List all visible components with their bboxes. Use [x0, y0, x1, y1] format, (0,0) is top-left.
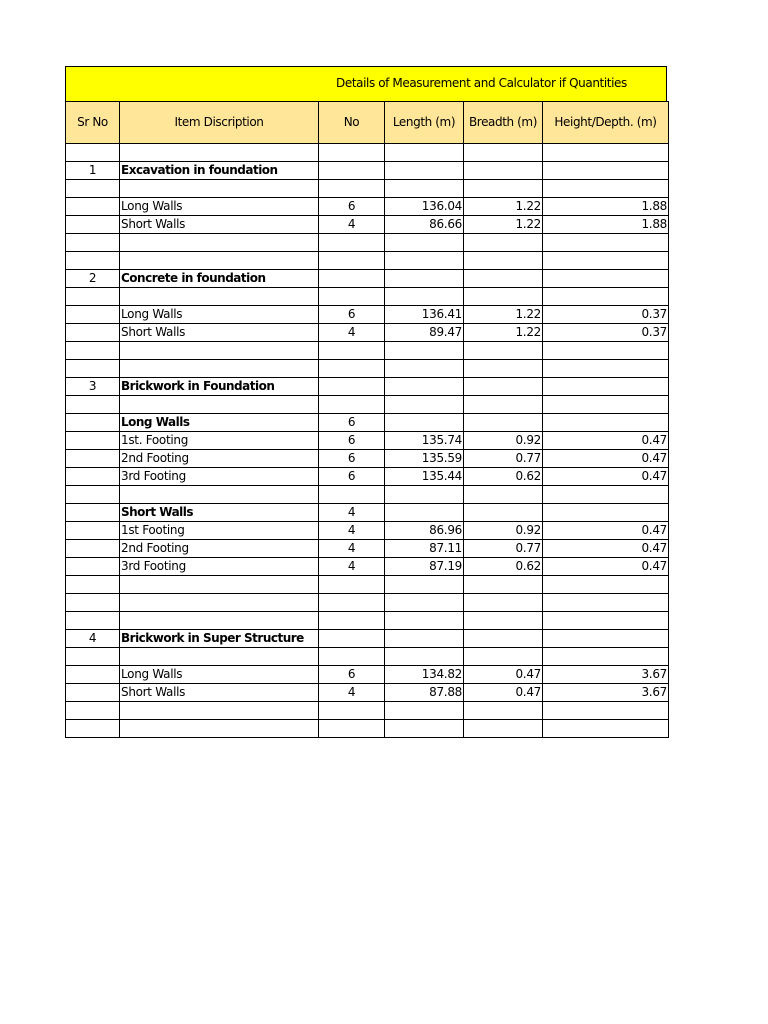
- item-description-cell[interactable]: [120, 594, 319, 612]
- item-description-cell[interactable]: [120, 252, 319, 270]
- no-cell[interactable]: [319, 378, 385, 396]
- table-row: [66, 612, 669, 630]
- table-row: [66, 396, 669, 414]
- table-row: [66, 684, 669, 702]
- breadth-cell[interactable]: [464, 234, 543, 252]
- length-cell[interactable]: 87.88: [385, 684, 464, 702]
- length-cell[interactable]: [385, 630, 464, 648]
- table-row: [66, 558, 669, 576]
- breadth-cell[interactable]: 0.47: [464, 684, 543, 702]
- breadth-cell[interactable]: [464, 576, 543, 594]
- breadth-cell[interactable]: [464, 414, 543, 432]
- header-item-description[interactable]: Item Discription: [120, 102, 319, 144]
- length-cell[interactable]: [385, 612, 464, 630]
- item-description-cell[interactable]: Long Walls: [120, 666, 319, 684]
- no-cell[interactable]: [319, 270, 385, 288]
- length-cell[interactable]: [385, 396, 464, 414]
- sr-no-cell[interactable]: [66, 198, 120, 216]
- table-row: [66, 576, 669, 594]
- item-description-cell[interactable]: Brickwork in Super Structure: [120, 630, 319, 648]
- item-description-cell[interactable]: [120, 234, 319, 252]
- no-cell[interactable]: [319, 720, 385, 738]
- table-row: [66, 432, 669, 450]
- item-description-cell[interactable]: [120, 180, 319, 198]
- no-cell[interactable]: [319, 234, 385, 252]
- length-cell[interactable]: 136.04: [385, 198, 464, 216]
- height-depth-cell[interactable]: [543, 504, 669, 522]
- height-depth-cell[interactable]: [543, 144, 669, 162]
- item-description-cell[interactable]: [120, 342, 319, 360]
- sr-no-cell[interactable]: [66, 144, 120, 162]
- no-cell[interactable]: [319, 162, 385, 180]
- no-cell[interactable]: [319, 396, 385, 414]
- table-row: [66, 342, 669, 360]
- length-cell[interactable]: [385, 360, 464, 378]
- sr-no-cell[interactable]: [66, 450, 120, 468]
- length-cell[interactable]: [385, 576, 464, 594]
- sr-no-cell[interactable]: [66, 324, 120, 342]
- height-depth-cell[interactable]: [543, 378, 669, 396]
- height-depth-cell[interactable]: [543, 576, 669, 594]
- item-description-cell[interactable]: Short Walls: [120, 504, 319, 522]
- height-depth-cell[interactable]: [543, 342, 669, 360]
- table-row: [66, 252, 669, 270]
- no-cell[interactable]: [319, 342, 385, 360]
- no-cell[interactable]: 6: [319, 450, 385, 468]
- breadth-cell[interactable]: [464, 504, 543, 522]
- length-cell[interactable]: [385, 234, 464, 252]
- length-cell[interactable]: [385, 648, 464, 666]
- table-row: [66, 522, 669, 540]
- no-cell[interactable]: [319, 144, 385, 162]
- sr-no-cell[interactable]: 2: [66, 270, 120, 288]
- measurement-table: [65, 101, 669, 738]
- length-cell[interactable]: 135.59: [385, 450, 464, 468]
- item-description-cell[interactable]: Concrete in foundation: [120, 270, 319, 288]
- height-depth-cell[interactable]: [543, 720, 669, 738]
- breadth-cell[interactable]: [464, 720, 543, 738]
- table-row: [66, 666, 669, 684]
- title-bar: [65, 66, 667, 101]
- height-depth-cell[interactable]: [543, 162, 669, 180]
- no-cell[interactable]: 6: [319, 432, 385, 450]
- item-description-cell[interactable]: [120, 702, 319, 720]
- table-row: [66, 270, 669, 288]
- sr-no-cell[interactable]: [66, 612, 120, 630]
- breadth-cell[interactable]: 0.62: [464, 558, 543, 576]
- breadth-cell[interactable]: 0.92: [464, 522, 543, 540]
- item-description-cell[interactable]: Long Walls: [120, 198, 319, 216]
- header-sr-no[interactable]: Sr No: [66, 102, 120, 144]
- breadth-cell[interactable]: [464, 360, 543, 378]
- breadth-cell[interactable]: [464, 252, 543, 270]
- item-description-cell[interactable]: Brickwork in Foundation: [120, 378, 319, 396]
- breadth-cell[interactable]: 1.22: [464, 198, 543, 216]
- table-row: [66, 594, 669, 612]
- header-breadth[interactable]: Breadth (m): [464, 102, 543, 144]
- item-description-cell[interactable]: Excavation in foundation: [120, 162, 319, 180]
- breadth-cell[interactable]: [464, 342, 543, 360]
- no-cell[interactable]: 4: [319, 324, 385, 342]
- table-row: [66, 288, 669, 306]
- no-cell[interactable]: 4: [319, 684, 385, 702]
- breadth-cell[interactable]: 0.62: [464, 468, 543, 486]
- sr-no-cell[interactable]: [66, 396, 120, 414]
- sr-no-cell[interactable]: [66, 342, 120, 360]
- table-row: [66, 216, 669, 234]
- sr-no-cell[interactable]: [66, 216, 120, 234]
- table-row: [66, 630, 669, 648]
- sr-no-cell[interactable]: [66, 702, 120, 720]
- length-cell[interactable]: [385, 162, 464, 180]
- breadth-cell[interactable]: 1.22: [464, 216, 543, 234]
- table-row: [66, 648, 669, 666]
- height-depth-cell[interactable]: 0.37: [543, 324, 669, 342]
- no-cell[interactable]: [319, 648, 385, 666]
- breadth-cell[interactable]: 0.92: [464, 432, 543, 450]
- breadth-cell[interactable]: [464, 378, 543, 396]
- height-depth-cell[interactable]: 1.88: [543, 216, 669, 234]
- height-depth-cell[interactable]: [543, 234, 669, 252]
- breadth-cell[interactable]: 0.77: [464, 450, 543, 468]
- length-cell[interactable]: [385, 594, 464, 612]
- sr-no-cell[interactable]: [66, 252, 120, 270]
- no-cell[interactable]: [319, 180, 385, 198]
- length-cell[interactable]: 86.66: [385, 216, 464, 234]
- height-depth-cell[interactable]: 3.67: [543, 684, 669, 702]
- sr-no-cell[interactable]: [66, 234, 120, 252]
- sr-no-cell[interactable]: [66, 558, 120, 576]
- height-depth-cell[interactable]: [543, 414, 669, 432]
- no-cell[interactable]: 4: [319, 522, 385, 540]
- breadth-cell[interactable]: [464, 270, 543, 288]
- length-cell[interactable]: 136.41: [385, 306, 464, 324]
- table-row: [66, 180, 669, 198]
- height-depth-cell[interactable]: [543, 180, 669, 198]
- length-cell[interactable]: 134.82: [385, 666, 464, 684]
- breadth-cell[interactable]: 0.77: [464, 540, 543, 558]
- height-depth-cell[interactable]: [543, 360, 669, 378]
- height-depth-cell[interactable]: 0.47: [543, 468, 669, 486]
- no-cell[interactable]: [319, 612, 385, 630]
- item-description-cell[interactable]: 3rd Footing: [120, 558, 319, 576]
- sr-no-cell[interactable]: [66, 306, 120, 324]
- sr-no-cell[interactable]: [66, 504, 120, 522]
- length-cell[interactable]: 135.74: [385, 432, 464, 450]
- length-cell[interactable]: 87.19: [385, 558, 464, 576]
- sr-no-cell[interactable]: 3: [66, 378, 120, 396]
- sr-no-cell[interactable]: [66, 180, 120, 198]
- no-cell[interactable]: [319, 576, 385, 594]
- height-depth-cell[interactable]: [543, 486, 669, 504]
- item-description-cell[interactable]: [120, 612, 319, 630]
- item-description-cell[interactable]: 2nd Footing: [120, 540, 319, 558]
- item-description-cell[interactable]: 2nd Footing: [120, 450, 319, 468]
- header-height-depth[interactable]: Height/Depth. (m): [543, 102, 669, 144]
- breadth-cell[interactable]: [464, 594, 543, 612]
- height-depth-cell[interactable]: [543, 270, 669, 288]
- sr-no-cell[interactable]: [66, 594, 120, 612]
- header-no[interactable]: No: [319, 102, 385, 144]
- no-cell[interactable]: 4: [319, 540, 385, 558]
- table-row: [66, 504, 669, 522]
- length-cell[interactable]: [385, 252, 464, 270]
- table-row: [66, 450, 669, 468]
- sr-no-cell[interactable]: [66, 720, 120, 738]
- height-depth-cell[interactable]: 0.47: [543, 450, 669, 468]
- sr-no-cell[interactable]: 1: [66, 162, 120, 180]
- length-cell[interactable]: [385, 414, 464, 432]
- table-row: [66, 162, 669, 180]
- item-description-cell[interactable]: [120, 288, 319, 306]
- height-depth-cell[interactable]: 0.47: [543, 558, 669, 576]
- sr-no-cell[interactable]: [66, 576, 120, 594]
- height-depth-cell[interactable]: 0.47: [543, 522, 669, 540]
- breadth-cell[interactable]: [464, 486, 543, 504]
- height-depth-cell[interactable]: 3.67: [543, 666, 669, 684]
- no-cell[interactable]: 4: [319, 558, 385, 576]
- length-cell[interactable]: [385, 270, 464, 288]
- height-depth-cell[interactable]: [543, 252, 669, 270]
- height-depth-cell[interactable]: [543, 648, 669, 666]
- item-description-cell[interactable]: 3rd Footing: [120, 468, 319, 486]
- table-body: [66, 144, 669, 738]
- length-cell[interactable]: 86.96: [385, 522, 464, 540]
- breadth-cell[interactable]: [464, 288, 543, 306]
- sr-no-cell[interactable]: [66, 486, 120, 504]
- item-description-cell[interactable]: [120, 720, 319, 738]
- length-cell[interactable]: [385, 486, 464, 504]
- no-cell[interactable]: 4: [319, 504, 385, 522]
- sr-no-cell[interactable]: [66, 684, 120, 702]
- no-cell[interactable]: [319, 702, 385, 720]
- table-row: [66, 234, 669, 252]
- sheet-title: Details of Measurement and Calculator if Quantities: [336, 76, 627, 90]
- no-cell[interactable]: [319, 360, 385, 378]
- sr-no-cell[interactable]: [66, 666, 120, 684]
- no-cell[interactable]: 6: [319, 306, 385, 324]
- breadth-cell[interactable]: 0.47: [464, 666, 543, 684]
- item-description-cell[interactable]: [120, 396, 319, 414]
- sr-no-cell[interactable]: [66, 432, 120, 450]
- sr-no-cell[interactable]: [66, 648, 120, 666]
- length-cell[interactable]: 87.11: [385, 540, 464, 558]
- height-depth-cell[interactable]: [543, 288, 669, 306]
- table-row: [66, 360, 669, 378]
- no-cell[interactable]: 6: [319, 414, 385, 432]
- breadth-cell[interactable]: [464, 144, 543, 162]
- sr-no-cell[interactable]: [66, 540, 120, 558]
- length-cell[interactable]: [385, 702, 464, 720]
- no-cell[interactable]: 6: [319, 198, 385, 216]
- height-depth-cell[interactable]: [543, 702, 669, 720]
- no-cell[interactable]: [319, 288, 385, 306]
- no-cell[interactable]: 4: [319, 216, 385, 234]
- no-cell[interactable]: [319, 252, 385, 270]
- height-depth-cell[interactable]: 0.37: [543, 306, 669, 324]
- sr-no-cell[interactable]: [66, 468, 120, 486]
- breadth-cell[interactable]: 1.22: [464, 306, 543, 324]
- height-depth-cell[interactable]: [543, 396, 669, 414]
- breadth-cell[interactable]: 1.22: [464, 324, 543, 342]
- sr-no-cell[interactable]: [66, 360, 120, 378]
- item-description-cell[interactable]: [120, 648, 319, 666]
- length-cell[interactable]: [385, 504, 464, 522]
- length-cell[interactable]: [385, 180, 464, 198]
- table-row: [66, 198, 669, 216]
- length-cell[interactable]: [385, 378, 464, 396]
- breadth-cell[interactable]: [464, 630, 543, 648]
- header-row: [66, 102, 669, 144]
- length-cell[interactable]: 135.44: [385, 468, 464, 486]
- breadth-cell[interactable]: [464, 648, 543, 666]
- height-depth-cell[interactable]: [543, 594, 669, 612]
- length-cell[interactable]: [385, 720, 464, 738]
- table-row: [66, 720, 669, 738]
- table-row: [66, 144, 669, 162]
- height-depth-cell[interactable]: 1.88: [543, 198, 669, 216]
- no-cell[interactable]: [319, 486, 385, 504]
- spreadsheet: [65, 66, 669, 738]
- item-description-cell[interactable]: Short Walls: [120, 324, 319, 342]
- table-row: [66, 702, 669, 720]
- table-row: [66, 324, 669, 342]
- table-row: [66, 378, 669, 396]
- no-cell[interactable]: [319, 630, 385, 648]
- item-description-cell[interactable]: 1st Footing: [120, 522, 319, 540]
- item-description-cell[interactable]: [120, 576, 319, 594]
- length-cell[interactable]: [385, 144, 464, 162]
- table-row: [66, 468, 669, 486]
- no-cell[interactable]: 6: [319, 468, 385, 486]
- item-description-cell[interactable]: Long Walls: [120, 414, 319, 432]
- item-description-cell[interactable]: Short Walls: [120, 216, 319, 234]
- table-row: [66, 414, 669, 432]
- length-cell[interactable]: [385, 342, 464, 360]
- table-row: [66, 486, 669, 504]
- sr-no-cell[interactable]: [66, 414, 120, 432]
- length-cell[interactable]: 89.47: [385, 324, 464, 342]
- breadth-cell[interactable]: [464, 396, 543, 414]
- table-row: [66, 540, 669, 558]
- height-depth-cell[interactable]: [543, 630, 669, 648]
- item-description-cell[interactable]: Long Walls: [120, 306, 319, 324]
- breadth-cell[interactable]: [464, 180, 543, 198]
- sr-no-cell[interactable]: 4: [66, 630, 120, 648]
- height-depth-cell[interactable]: 0.47: [543, 432, 669, 450]
- height-depth-cell[interactable]: 0.47: [543, 540, 669, 558]
- table-row: [66, 306, 669, 324]
- breadth-cell[interactable]: [464, 702, 543, 720]
- header-length[interactable]: Length (m): [385, 102, 464, 144]
- item-description-cell[interactable]: Short Walls: [120, 684, 319, 702]
- breadth-cell[interactable]: [464, 612, 543, 630]
- no-cell[interactable]: 6: [319, 666, 385, 684]
- no-cell[interactable]: [319, 594, 385, 612]
- item-description-cell[interactable]: 1st. Footing: [120, 432, 319, 450]
- item-description-cell[interactable]: [120, 486, 319, 504]
- height-depth-cell[interactable]: [543, 612, 669, 630]
- sr-no-cell[interactable]: [66, 522, 120, 540]
- sr-no-cell[interactable]: [66, 288, 120, 306]
- breadth-cell[interactable]: [464, 162, 543, 180]
- item-description-cell[interactable]: [120, 360, 319, 378]
- length-cell[interactable]: [385, 288, 464, 306]
- item-description-cell[interactable]: [120, 144, 319, 162]
